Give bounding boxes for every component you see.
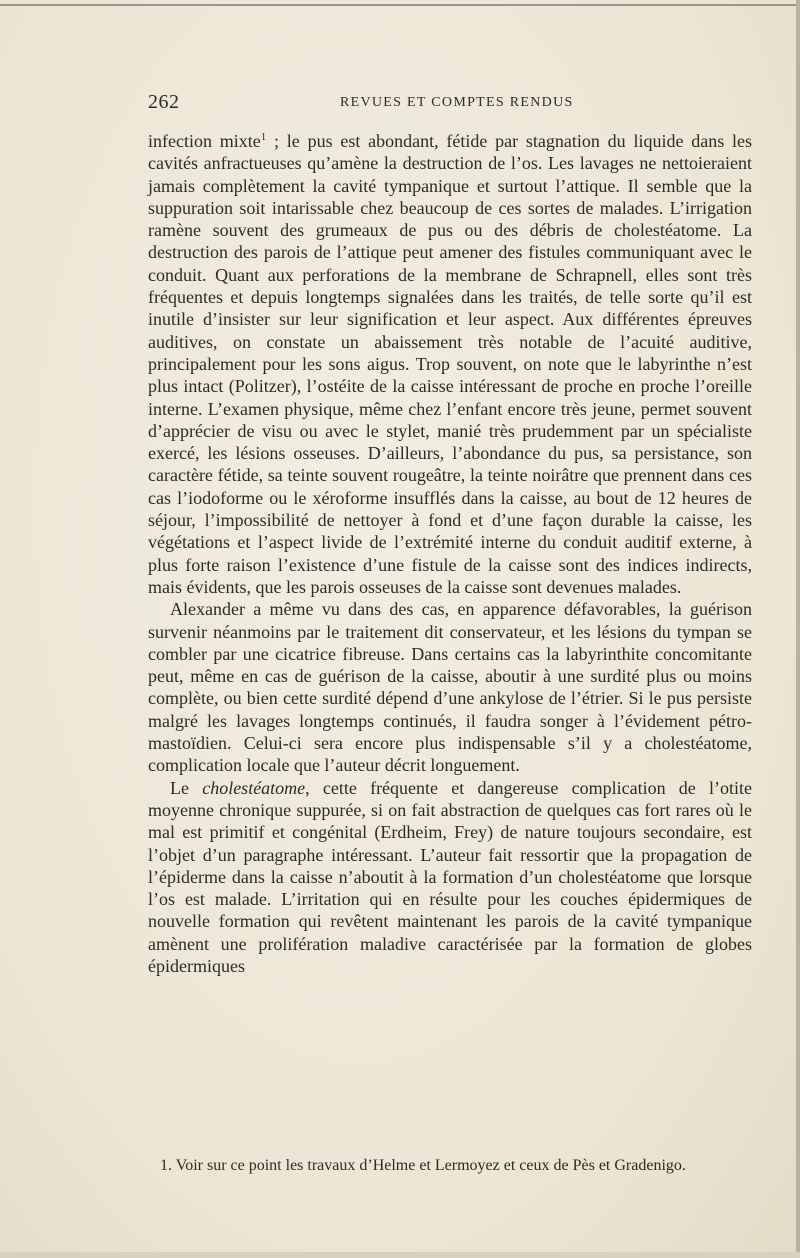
page-edge-shadow bbox=[796, 0, 800, 1258]
top-scan-rule bbox=[0, 4, 800, 6]
paragraph-1-continued: ; le pus est abondant, fétide par stagnation du liquide dans les cavités anfractueuses qu’amène la destruction de l’os. Les lavages ne nettoieraient jamais complètement la cavité tympanique et surtout l’attique. Il semble que la suppuration soit intarissable chez beaucoup de ces sortes de malades. L’irrigation ramène souvent des grumeaux de pus ou des débris de cholestéatome. La destruction des parois de l’attique peut amener des fistules communiquant avec le conduit. Quant aux perforations de la membrane de Schrapnell, elles sont très fréquentes et depuis longtemps signalées dans les traités, de telle sorte qu’il est inutile d’insister sur leur signification et leur aspect. Aux différentes épreuves auditives, on constate un abaissement très notable de l’acuité auditive, principalement pour les sons aigus. Trop souvent, on note que le labyrinthe n’est plus intact (Politzer), l’ostéite de la caisse intéressant de proche en proche l’oreille interne. L’examen physique, même chez l’enfant encore très jeune, permet souvent d’apprécier de visu ou avec le stylet, manié très prudemment par un spécialiste exercé, les lésions osseuses. D’ailleurs, l’abondance du pus, sa persistance, son caractère fétide, sa teinte souvent rougeâtre, la teinte noirâtre que prennent dans ces cas l’iodoforme ou le xéroforme insufflés dans la caisse, au bout de 12 heures de séjour, l’impossibilité de nettoyer à fond et d’une façon durable la caisse, les végétations et l’aspect livide de l’extrémité interne du conduit auditif externe, à plus forte raison l’existence d’une fistule de la caisse sont des indices indirects, mais évidents, que les parois osseuses de la caisse sont devenues malades. bbox=[148, 131, 752, 597]
page-bottom-edge bbox=[0, 1252, 800, 1258]
paragraph-1 bbox=[148, 130, 752, 598]
paragraph-1-start: infection mixte bbox=[148, 131, 261, 151]
page-header bbox=[148, 91, 752, 117]
paragraph-3-rest: , cette fréquente et dangereuse complication de l’otite moyenne chronique suppurée, si on fait abstraction de quelques cas fort rares où le mal est primitif et congénital (Erdheim, Frey) de nature toujours secondaire, est l’objet d’un paragraphe intéressant. L’auteur fait ressortir que la propagation de l’épiderme dans la caisse n’aboutit à la formation d’un cholestéatome que lorsque l’os est malade. L’irritation qui en résulte pour les couches épidermiques de nouvelle formation qui revêtent maintenant les parois de la cavité tympanique amènent une prolifération maladive caractérisée par la formation de globes épidermiques bbox=[148, 777, 752, 976]
footnote bbox=[148, 1155, 752, 1176]
italic-term: cholestéatome bbox=[202, 777, 306, 798]
body-text bbox=[148, 130, 752, 977]
paragraph-3 bbox=[148, 777, 752, 978]
running-head: REVUES ET COMPTES RENDUS bbox=[340, 95, 574, 110]
footnote-text: 1. Voir sur ce point les travaux d’Helme et Lermoyez et ceux de Pès et Gradenigo. bbox=[160, 1157, 686, 1174]
paragraph-3-lead: Le bbox=[170, 777, 203, 798]
page-number: 262 bbox=[148, 91, 180, 113]
footnote-reference: 1 bbox=[260, 131, 267, 143]
paragraph-2: Alexander a même vu dans des cas, en apparence défavorables, la guérison survenir néanmoins par le traitement dit conservateur, et les lésions du tympan se combler par une cicatrice fibreuse. Dans certains cas la labyrinthite concomitante peut, même en cas de guérison de la caisse, aboutir à une surdité plus ou moins complète, ou bien cette surdité dépend d’une ankylose de l’étrier. Si le pus persiste malgré les lavages longtemps continués, il faudra songer à l’évidement pétro-mastoïdien. Celui-ci sera encore plus indispensable s’il y a cholestéatome, complication locale que l’auteur décrit longuement. bbox=[148, 599, 752, 776]
